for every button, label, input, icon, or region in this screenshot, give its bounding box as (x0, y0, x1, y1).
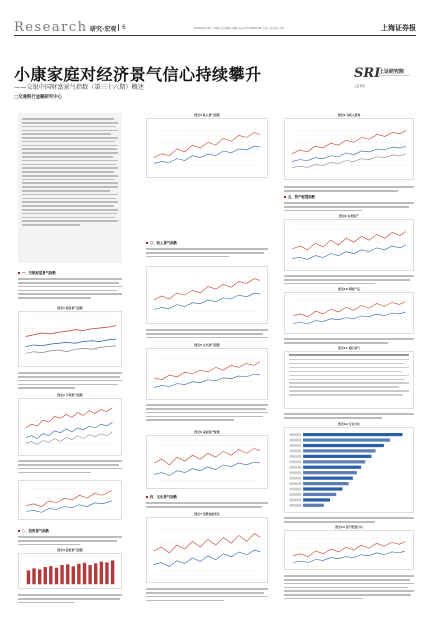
chart-1-wealth-index (18, 311, 122, 367)
chart-12-row-label (289, 455, 301, 458)
chart-12-bar (303, 438, 390, 441)
section-1-body (18, 276, 122, 306)
headline: 小康家庭对经济景气信心持续攀升 (14, 65, 262, 84)
section-3-heading: 三、收入景气指数 (146, 240, 177, 245)
divider-bar (118, 24, 119, 31)
section-4-body-2 (146, 586, 268, 606)
chart-12-bar (303, 504, 324, 507)
chart-12-row-label (289, 504, 301, 507)
chart-3-bar (72, 566, 75, 584)
sri-mark: SRI (354, 66, 381, 81)
chart-6-asset-allocation (146, 435, 268, 489)
chart-9-title: 图表9 各类资产 (339, 214, 359, 218)
chart-7-title: 图表7 消费意愿变化 (194, 512, 220, 516)
chart-10-wealth-products (284, 292, 414, 334)
chart-3-investment (18, 553, 122, 589)
section-2-body (18, 534, 122, 548)
chart-10-title: 图表10 理财产品 (338, 287, 360, 291)
chart-3-bar (27, 570, 30, 584)
chart-12-row-label (289, 439, 301, 442)
chart-4-income (146, 118, 268, 178)
chart-12-row-label (289, 471, 301, 474)
column3-body-3 (284, 336, 414, 346)
chart-2-sub-index (18, 398, 122, 456)
chart-12-row-label (289, 482, 301, 485)
chart-12-title: 图表12 行业分布 (338, 422, 360, 426)
chart-12-row-label (289, 493, 301, 496)
section-1-body-2 (18, 370, 122, 392)
chart-12-industry (284, 427, 414, 513)
chart-12-row-label (289, 499, 301, 502)
chart-13-title: 图表13 资产配置分布 (335, 525, 363, 529)
sri-en: Shanghai Securities Research Institute (379, 76, 410, 77)
chart-3-bar (60, 565, 63, 584)
chart-2-series-c (26, 432, 113, 445)
masthead-en: Research (14, 20, 88, 35)
chart-5-spending (146, 348, 268, 400)
chart-12-bar (303, 455, 371, 458)
chart-12-row-label (289, 433, 301, 436)
chart-1-series-line (26, 325, 117, 336)
chart-3-bar (105, 562, 108, 584)
chart-3-bar (66, 564, 69, 584)
chart-13-asset-distribution (284, 530, 414, 570)
chart-3-bar (100, 562, 103, 584)
chart-12-row-label (289, 477, 301, 480)
section-3-body-2 (146, 327, 268, 343)
chart-income-detail (146, 266, 268, 324)
section-3-body (146, 246, 268, 262)
chart-12-bar (303, 498, 330, 501)
column3-body-6 (284, 573, 414, 607)
section-name: 研究·宏观 (90, 26, 117, 33)
chart-1-series-line (26, 339, 117, 347)
chart-3-bar (49, 566, 52, 584)
section-1-body-3 (18, 458, 122, 478)
section-4-body (146, 500, 268, 512)
chart-11-region-table (284, 351, 414, 409)
chart-3-bar (94, 563, 97, 584)
column3-body-5 (284, 515, 414, 525)
chart-11-title: 图表11 地区景气 (338, 346, 360, 350)
chart-column1-lower (18, 480, 122, 520)
section-5-body (284, 200, 414, 214)
sri-cn: 上证研究院 (379, 69, 405, 75)
chart-12-row-label (289, 488, 301, 491)
chart-9-asset-types (284, 219, 414, 271)
chart-3-bar (44, 567, 47, 584)
chart-12-row-label (289, 444, 301, 447)
chart-2-title: 图表2 分项景气指数 (57, 393, 83, 397)
chart-12-row-label (289, 461, 301, 464)
chart-7-consumption (146, 517, 268, 583)
chart-3-bar (111, 560, 114, 584)
chart-3-bar (32, 568, 35, 584)
chart-1-title: 图表1 财富景气指数 (57, 306, 83, 310)
chart-5-title: 图表5 支出景气指数 (194, 343, 220, 347)
section-2-body-2 (18, 592, 122, 606)
dateline: 2018年8月16日 星期四 责任编辑 吴晓明 电话 021-38967700 美编 王磊 校对 李明 (194, 27, 285, 30)
chart-3-bar (38, 569, 41, 584)
section-5-heading: 五、资产配置指数 (284, 194, 315, 199)
chart-12-bar (303, 460, 365, 463)
chart-12-bar (303, 433, 402, 436)
chart-12-row-label (289, 450, 301, 453)
chart-3-bar (77, 564, 80, 584)
chart-12-bar (303, 444, 384, 447)
intro-paragraph (18, 113, 122, 263)
page-number: 6 (122, 24, 126, 31)
chart-12-bar (303, 471, 357, 474)
chart-4-title: 图表4 收入景气指数 (194, 113, 220, 117)
chart-12-bar (303, 487, 342, 490)
section-4-heading: 四、支出景气指数 (146, 494, 177, 499)
chart-8-title: 图表8 各收入群体 (337, 113, 361, 117)
chart-8-income-groups (284, 118, 414, 180)
subheadline: ——交银中国财富景气指数（第三十六期）概述 (14, 84, 144, 91)
section-3-body-3 (146, 402, 268, 428)
chart-3-bar (55, 568, 58, 585)
chart-12-bar (303, 493, 336, 496)
author-line: □交通银行金融研究中心 (14, 95, 63, 100)
sri-logo (354, 66, 416, 90)
chart-12-bar (303, 466, 361, 469)
column3-body-2 (284, 273, 414, 287)
chart-3-bar (88, 565, 91, 584)
sri-tag: 上证·研究 (354, 85, 366, 88)
chart-3-title: 图表3 投资景气指数 (57, 548, 83, 552)
chart-12-bar (303, 482, 349, 485)
chart-12-bar (303, 449, 375, 452)
chart-6-title: 图表6 家庭资产配置 (194, 430, 220, 434)
section-2-heading: 二、投资景气指数 (18, 528, 49, 533)
chart-12-bar (303, 477, 353, 480)
paper-name: 上海证券报 (381, 23, 416, 32)
chart-12-row-label (289, 466, 301, 469)
chart-3-bar (83, 563, 86, 585)
section-1-heading: 一、交银财富景气指数 (18, 270, 56, 275)
masthead-bar (14, 20, 416, 36)
